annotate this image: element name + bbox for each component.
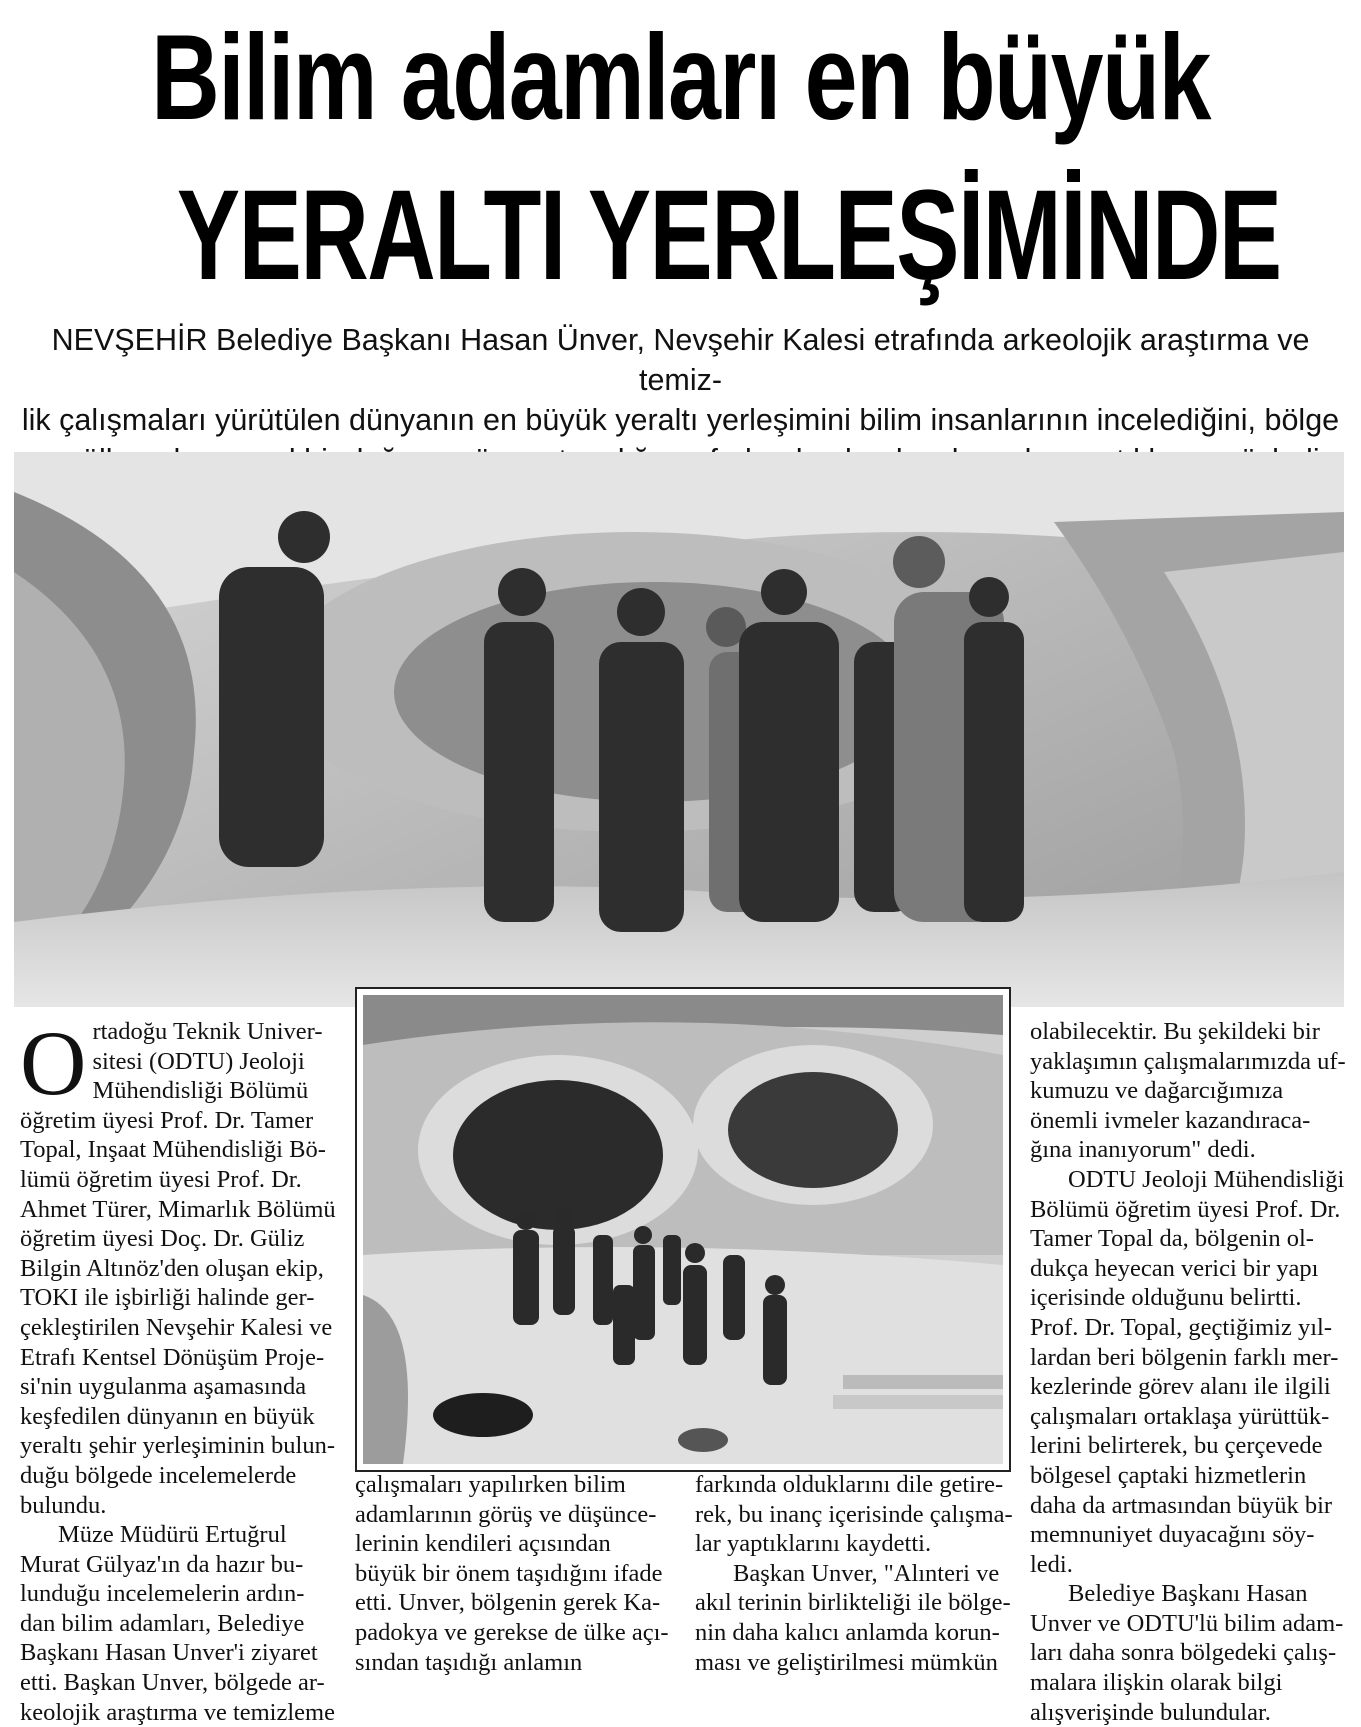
inset-photo (355, 987, 1011, 1472)
text-line: padokya ve gerekse de ülke açı- (355, 1618, 669, 1646)
headline-line-2: YERALTI YERLEŞİMİNDE (176, 164, 1281, 307)
text-line: ODTU Jeoloji Mühendisliği (1068, 1165, 1345, 1193)
text-line: ları daha sonra bölgedeki çalış- (1030, 1639, 1337, 1667)
text-line: dan bilim adamları, Belediye (20, 1609, 305, 1637)
text-line: rtadoğu Teknik Univer- (92, 1018, 323, 1045)
text-line: Etrafı Kentsel Dönüşüm Proje- (20, 1343, 325, 1371)
text-line: sitesi (ODTU) Jeoloji (92, 1047, 305, 1075)
article-column-2 (355, 1470, 673, 1677)
text-line: önemli ivmeler kazandıraca- (1030, 1106, 1311, 1134)
text-line: Tamer Topal da, bölgenin ol- (1030, 1225, 1314, 1253)
cave-group-photo-image (14, 452, 1344, 1007)
text-line: kumuzu ve dağarcığımıza (1030, 1077, 1284, 1105)
text-line: Müze Müdürü Ertuğrul (58, 1521, 287, 1549)
text-line: Ahmet Türer, Mimarlık Bölümü (20, 1195, 336, 1223)
text-line: malara ilişkin olarak bilgi (1030, 1669, 1283, 1697)
text-line: nin daha kalıcı anlamda korun- (695, 1618, 1000, 1646)
text-line: dukça heyecan verici bir yapı (1030, 1254, 1319, 1282)
article-column-3 (695, 1470, 1013, 1677)
article-column-4 (1030, 1017, 1348, 1727)
text-line: lunduğu incelemelerin ardın- (20, 1580, 305, 1608)
text-line: ğına inanıyorum" dedi. (1030, 1136, 1256, 1164)
drop-cap: O (20, 1012, 87, 1114)
text-line: bölgesel çaptaki hizmetlerin (1030, 1461, 1307, 1489)
text-line: ması ve geliştirilmesi mümkün (695, 1648, 998, 1676)
text-line: Başkan Unver, "Alınteri ve (733, 1559, 1000, 1587)
text-line: etti. Unver, bölgenin gerek Ka- (355, 1589, 661, 1617)
text-line: çalışmaları yapılırken bilim (355, 1471, 626, 1498)
text-line: akıl terinin birlikteliği ile bölge- (695, 1589, 1011, 1617)
text-line: adamlarının görüş ve düşünce- (355, 1500, 657, 1528)
text-line: etti. Başkan Unver, bölgede ar- (20, 1669, 325, 1697)
text-line: duğu bölgede incelemelerde (20, 1461, 297, 1489)
text-line: Mühendisliği Bölümü (92, 1077, 309, 1105)
text-line: keolojik araştırma ve temizleme (20, 1698, 335, 1726)
text-line: olabilecektir. Bu şekildeki bir (1030, 1018, 1320, 1045)
text-line: rek, bu inanç içerisinde çalışma- (695, 1500, 1013, 1528)
text-line: Belediye Başkanı Hasan (1068, 1580, 1308, 1608)
text-line: lardan beri bölgenin farklı mer- (1030, 1343, 1339, 1371)
text-line: yaklaşımın çalışmalarımızda uf- (1030, 1047, 1346, 1075)
text-line: çekleştirilen Nevşehir Kalesi ve (20, 1313, 333, 1341)
text-line: Başkanı Hasan Unver'i ziyaret (20, 1639, 318, 1667)
text-line: sından taşıdığı anlamın (355, 1648, 583, 1676)
text-line: bulundu. (20, 1491, 107, 1519)
text-line: alışverişinde bulundular. (1030, 1698, 1271, 1726)
lead-line: NEVŞEHİR Belediye Başkanı Hasan Ünver, Nevşehir Kalesi etrafında arkeolojik araştırma ve temiz- (51, 323, 1310, 397)
text-line: Prof. Dr. Topal, geçtiğimiz yıl- (1030, 1313, 1332, 1341)
lead-line: lik çalışmaları yürütülen dünyanın en büyük yeraltı yerleşimini bilim insanlarının incelediğini, bölge (21, 403, 1340, 437)
text-line: daha da artmasından büyük bir (1030, 1491, 1333, 1519)
text-line: keşfedilen dünyanın en büyük (20, 1402, 315, 1430)
text-line: kezlerinde görev alanı ile ilgili (1030, 1373, 1331, 1401)
text-line: si'nin uygulanma aşamasında (20, 1373, 307, 1401)
text-line: lerini belirterek, bu çerçevede (1030, 1432, 1323, 1460)
headline-line-1: Bilim adamları en büyük (151, 9, 1210, 145)
text-line: lümü öğretim üyesi Prof. Dr. (20, 1165, 302, 1193)
text-line: Bilgin Altınöz'den oluşan ekip, (20, 1254, 324, 1282)
text-line: lerinin kendileri açısından (355, 1530, 611, 1558)
text-line: memnuniyet duyacağını söy- (1030, 1521, 1315, 1549)
text-line: öğretim üyesi Prof. Dr. Tamer (20, 1106, 314, 1134)
text-line: çalışmaları ortaklaşa yürüttük- (1030, 1402, 1330, 1430)
text-line: Murat Gülyaz'ın da hazır bu- (20, 1550, 304, 1578)
text-line: TOKI ile işbirliği halinde ger- (20, 1284, 315, 1312)
text-line: farkında olduklarını dile getire- (695, 1471, 1004, 1498)
text-line: Bölümü öğretim üyesi Prof. Dr. (1030, 1195, 1341, 1223)
article-column-1 (20, 1012, 338, 1727)
inset-photo-frame (363, 995, 1003, 1464)
text-line: Unver ve ODTU'lü bilim adam- (1030, 1609, 1344, 1637)
text-line: yeraltı şehir yerleşiminin bulun- (20, 1432, 336, 1460)
cave-entrances-photo-image (363, 995, 1003, 1464)
text-line: büyük bir önem taşıdığını ifade (355, 1559, 663, 1587)
main-photo (14, 452, 1344, 1007)
text-line: öğretim üyesi Doç. Dr. Güliz (20, 1225, 305, 1253)
text-line: içerisinde olduğunu belirtti. (1030, 1284, 1302, 1312)
text-line: lar yaptıklarını kaydetti. (695, 1530, 932, 1558)
text-line: ledi. (1030, 1550, 1073, 1578)
text-line: Topal, Inşaat Mühendisliği Bö- (20, 1136, 326, 1164)
